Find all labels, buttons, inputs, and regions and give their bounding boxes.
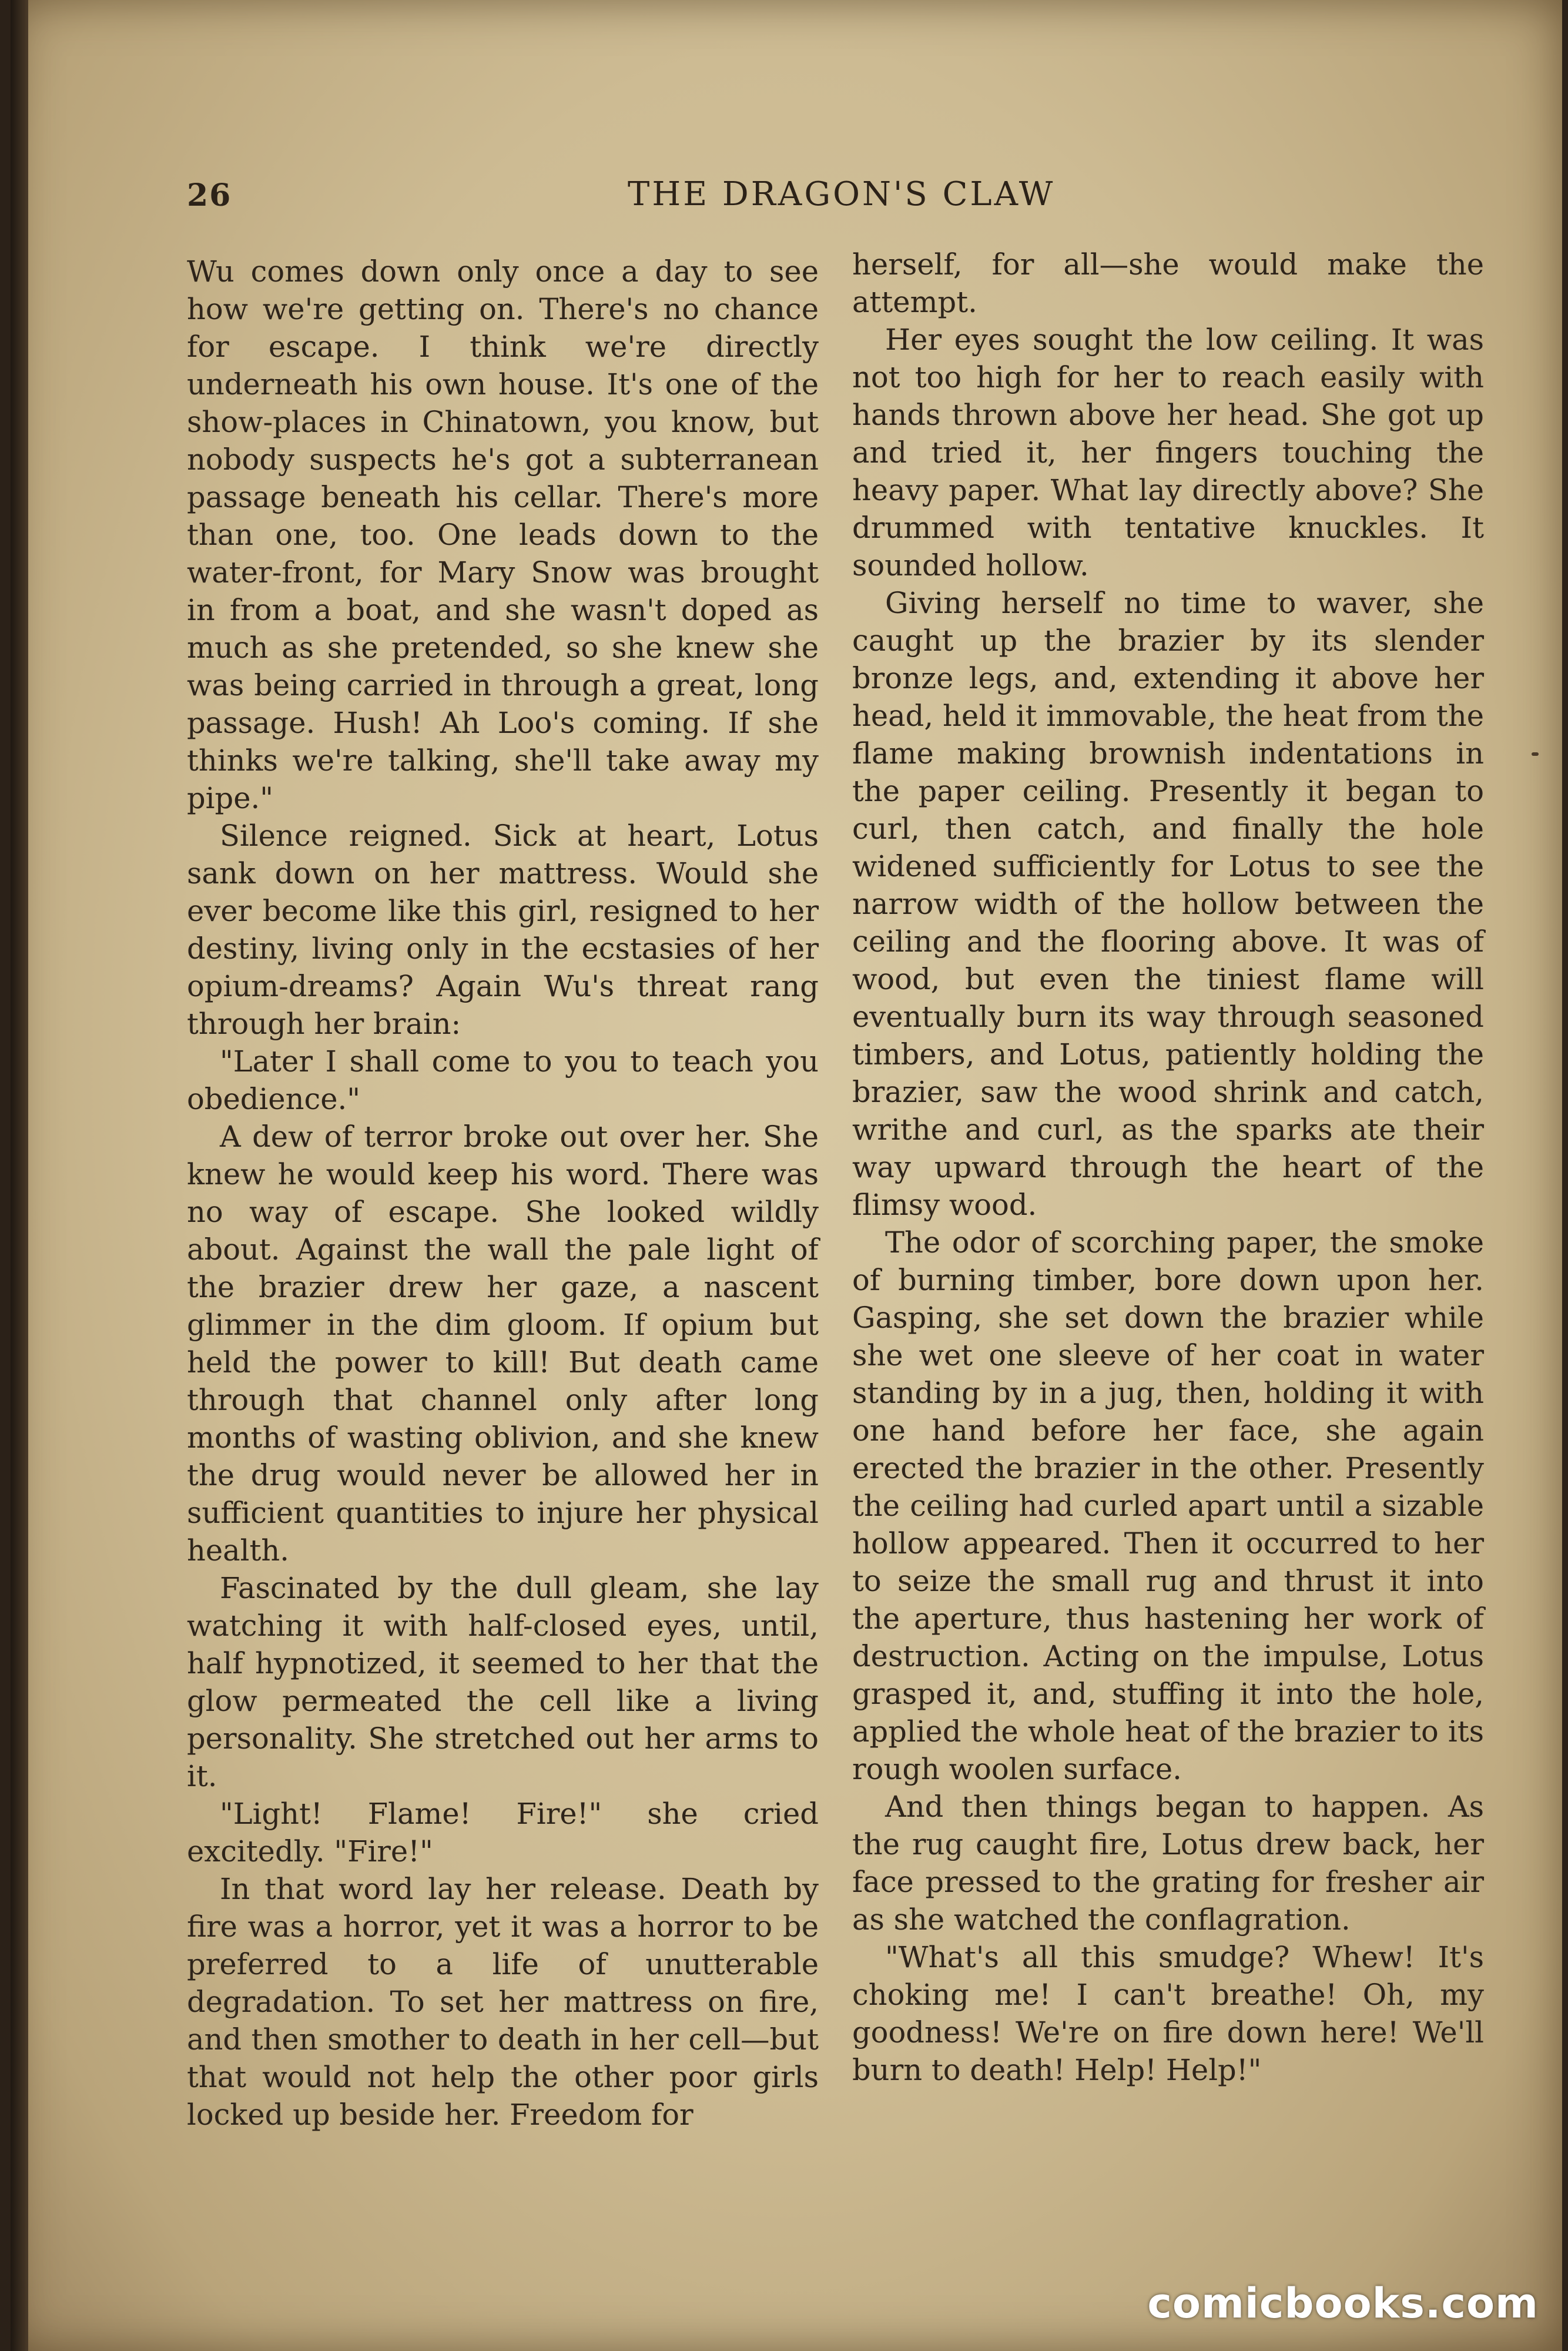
page-binding-edge xyxy=(11,0,28,2351)
paragraph: Her eyes sought the low ceiling. It was not too high for her to reach easily with hands thrown above her head. She got up and tried it, her fingers touching the heavy paper. What lay directly above? She drummed with tentative knuckles. It sounded hollow. xyxy=(852,323,1484,582)
page-header xyxy=(187,170,1245,223)
book-page xyxy=(11,0,1562,2351)
paragraph: And then things began to happen. As the rug caught fire, Lotus drew back, her face pressed to the grating for fresher air as she watched the conflagration. xyxy=(852,1790,1484,1937)
watermark: comicbooks.com xyxy=(1147,2279,1539,2327)
paragraph: In that word lay her release. Death by fire was a horror, yet it was a horror to be preferred to a life of unutterable degradation. To set her mattress on fire, and then smother to death in her cell—but that would not help the other poor girls locked up beside her. Freedom for xyxy=(187,1872,819,2132)
paragraph: Wu comes down only once a day to see how we're getting on. There's no chance for escape. I think we're directly underneath his own house. It's one of the show-places in Chinatown, you know, but nobody suspects he's got a subterranean passage beneath his cellar. There's more than one, too. One leads down to the water-front, for Mary Snow was brought in from a boat, and she wasn't doped as much as she pretended, so she knew she was being carried in through a great, long passage. Hush! Ah Loo's coming. If she thinks we're talking, she'll take away my pipe." xyxy=(187,254,819,815)
paragraph: "Later I shall come to you to teach you obedience." xyxy=(187,1044,819,1116)
paragraph: "Light! Flame! Fire!" she cried excitedly. "Fire!" xyxy=(187,1797,819,1868)
paragraph: Fascinated by the dull gleam, she lay watching it with half-closed eyes, until, half hypnotized, it seemed to her that the glow permeated the cell like a living personality. She stretched out her arms to it. xyxy=(187,1571,819,1793)
page-number: 26 xyxy=(187,178,232,213)
paragraph: Silence reigned. Sick at heart, Lotus sank down on her mattress. Would she ever become like this girl, resigned to her destiny, living only in the ecstasies of her opium-dreams? Again Wu's threat rang through her brain: xyxy=(187,819,819,1041)
paper-mark xyxy=(1532,752,1539,756)
running-title: THE DRAGON'S CLAW xyxy=(628,175,1056,213)
left-text-column xyxy=(187,253,819,2134)
paragraph: herself, for all—she would make the attempt. xyxy=(852,247,1484,319)
paragraph: "What's all this smudge? Whew! It's choking me! I can't breathe! Oh, my goodness! We're on fire down here! We'll burn to death! Help! Help!" xyxy=(852,1940,1484,2087)
paragraph: The odor of scorching paper, the smoke of burning timber, bore down upon her. Gasping, she set down the brazier while she wet one sleeve of her coat in water standing by in a jug, then, holding it with one hand before her face, she again erected the brazier in the other. Presently the ceiling had curled apart until a sizable hollow appeared. Then it occurred to her to seize the small rug and thrust it into the aperture, thus hastening her work of destruction. Acting on the impulse, Lotus grasped it, and, stuffing it into the hole, applied the whole heat of the brazier to its rough woolen surface. xyxy=(852,1225,1484,1786)
paragraph: A dew of terror broke out over her. She knew he would keep his word. There was no way of escape. She looked wildly about. Against the wall the pale light of the brazier drew her gaze, a nascent glimmer in the dim gloom. If opium but held the power to kill! But death came through that channel only after long months of wasting oblivion, and she knew the drug would never be allowed her in sufficient quantities to injure her physical health. xyxy=(187,1120,819,1568)
right-text-column xyxy=(852,246,1484,2089)
paragraph: Giving herself no time to waver, she caught up the brazier by its slender bronze legs, and, extending it above her head, held it immovable, the heat from the flame making brownish indentations in the paper ceiling. Presently it began to curl, then catch, and finally the hole widened sufficiently for Lotus to see the narrow width of the hollow between the ceiling and the flooring above. It was of wood, but even the tiniest flame will eventually burn its way through seasoned timbers, and Lotus, patiently holding the brazier, saw the wood shrink and catch, writhe and curl, as the sparks ate their way upward through the heart of the flimsy wood. xyxy=(852,586,1484,1222)
